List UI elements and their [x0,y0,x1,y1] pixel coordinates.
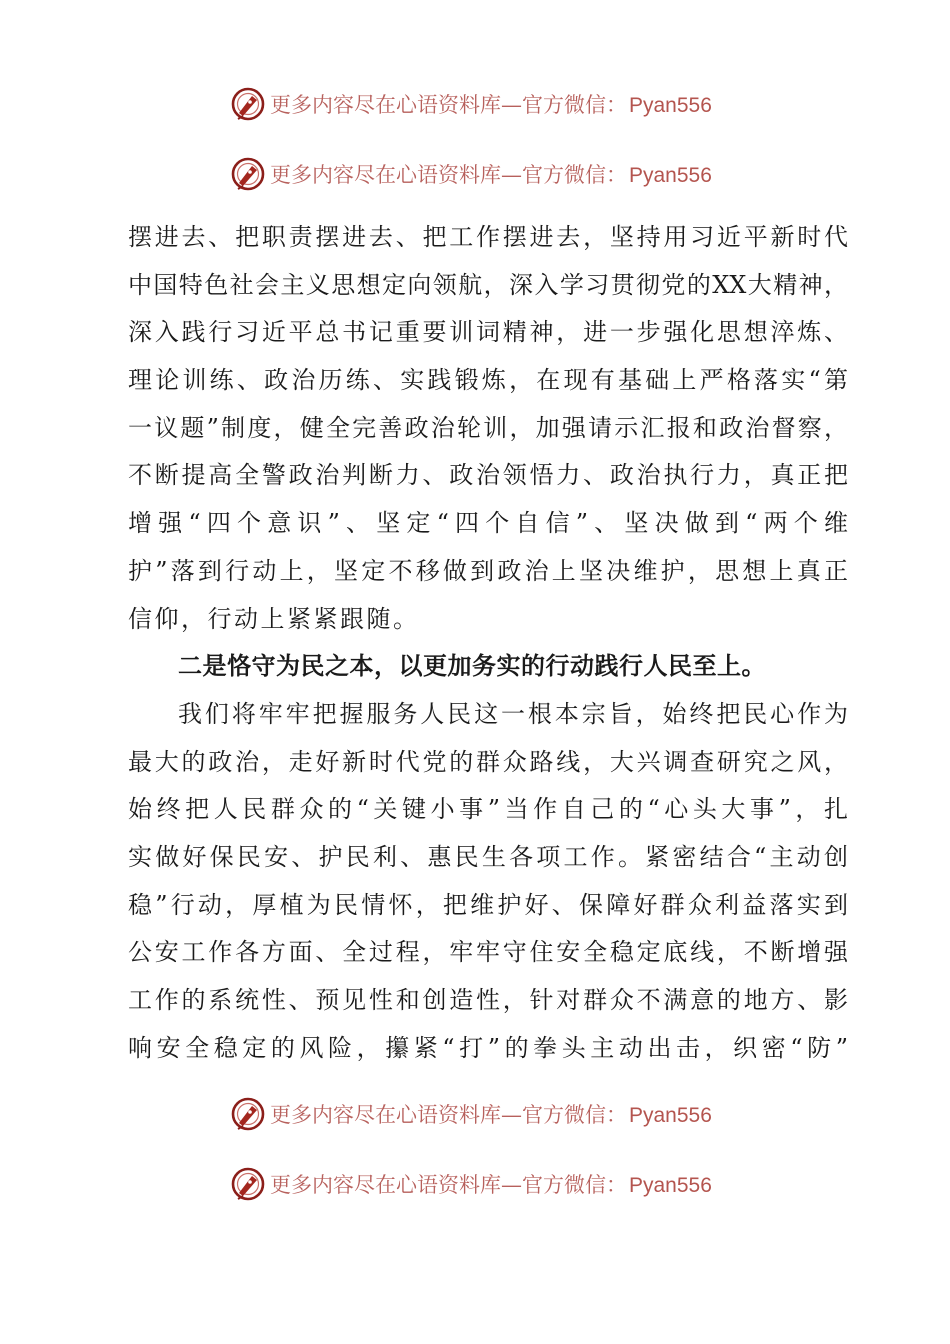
pen-nib-logo-icon [230,156,266,192]
document-body [128,214,848,1072]
watermark-banner-bottom-1 [230,1094,712,1134]
pen-nib-logo-icon [230,86,266,122]
watermark-banner-top-1 [230,84,712,124]
body-line: 最大的政治，走好新时代党的群众路线，大兴调查研究之风， [128,747,848,776]
wechat-id: Pyan556 [629,164,712,187]
body-line: 不断提高全警政治判断力、政治领悟力、政治执行力，真正把 [128,461,848,490]
body-line: 稳”行动，厚植为民情怀，把维护好、保障好群众利益落实到 [128,890,848,919]
body-line: 护”落到行动上，坚定不移做到政治上坚决维护，思想上真正 [128,556,848,585]
body-line-last: 信仰，行动上紧紧跟随。 [128,604,420,633]
watermark-text: 更多内容尽在心语资料库—官方微信：Pyan556 [270,163,712,187]
watermark-text: 更多内容尽在心语资料库—官方微信：Pyan556 [270,1103,712,1127]
body-line: 增强“四个意识”、坚定“四个自信”、坚决做到“两个维 [128,509,848,538]
wechat-id: Pyan556 [629,1104,712,1127]
section-heading: 二是恪守为民之本，以更加务实的行动践行人民至上。 [178,652,766,681]
watermark-text: 更多内容尽在心语资料库—官方微信：Pyan556 [270,1173,712,1197]
pen-nib-logo-icon [230,1166,266,1202]
watermark-banner-bottom-2 [230,1164,712,1204]
body-line: 一议题”制度，健全完善政治轮训，加强请示汇报和政治督察， [128,413,848,442]
body-line: 深入践行习近平总书记重要训词精神，进一步强化思想淬炼、 [128,318,848,347]
body-line: 摆进去、把职责摆进去、把工作摆进去，坚持用习近平新时代 [128,223,848,251]
watermark-text: 更多内容尽在心语资料库—官方微信：Pyan556 [270,93,712,117]
wechat-id: Pyan556 [629,94,712,117]
body-line: 实做好保民安、护民利、惠民生各项工作。紧密结合“主动创 [128,842,848,871]
pen-nib-logo-icon [230,1096,266,1132]
body-line: 响安全稳定的风险，攥紧“打”的拳头主动出击，织密“防” [128,1033,848,1062]
body-line: 工作的系统性、预见性和创造性，针对群众不满意的地方、影 [128,986,848,1014]
body-line: 我们将牢牢把握服务人民这一根本宗旨，始终把民心作为 [178,699,848,728]
body-line: 始终把人民群众的“关键小事”当作自己的“心头大事”，扎 [128,795,848,824]
watermark-banner-top-2 [230,154,712,194]
body-line: 中国特色社会主义思想定向领航，深入学习贯彻党的XX大精神， [128,270,848,299]
wechat-id: Pyan556 [629,1174,712,1197]
body-line: 公安工作各方面、全过程，牢牢守住安全稳定底线，不断增强 [128,938,848,967]
body-line: 理论训练、政治历练、实践锻炼，在现有基础上严格落实“第 [128,366,848,395]
